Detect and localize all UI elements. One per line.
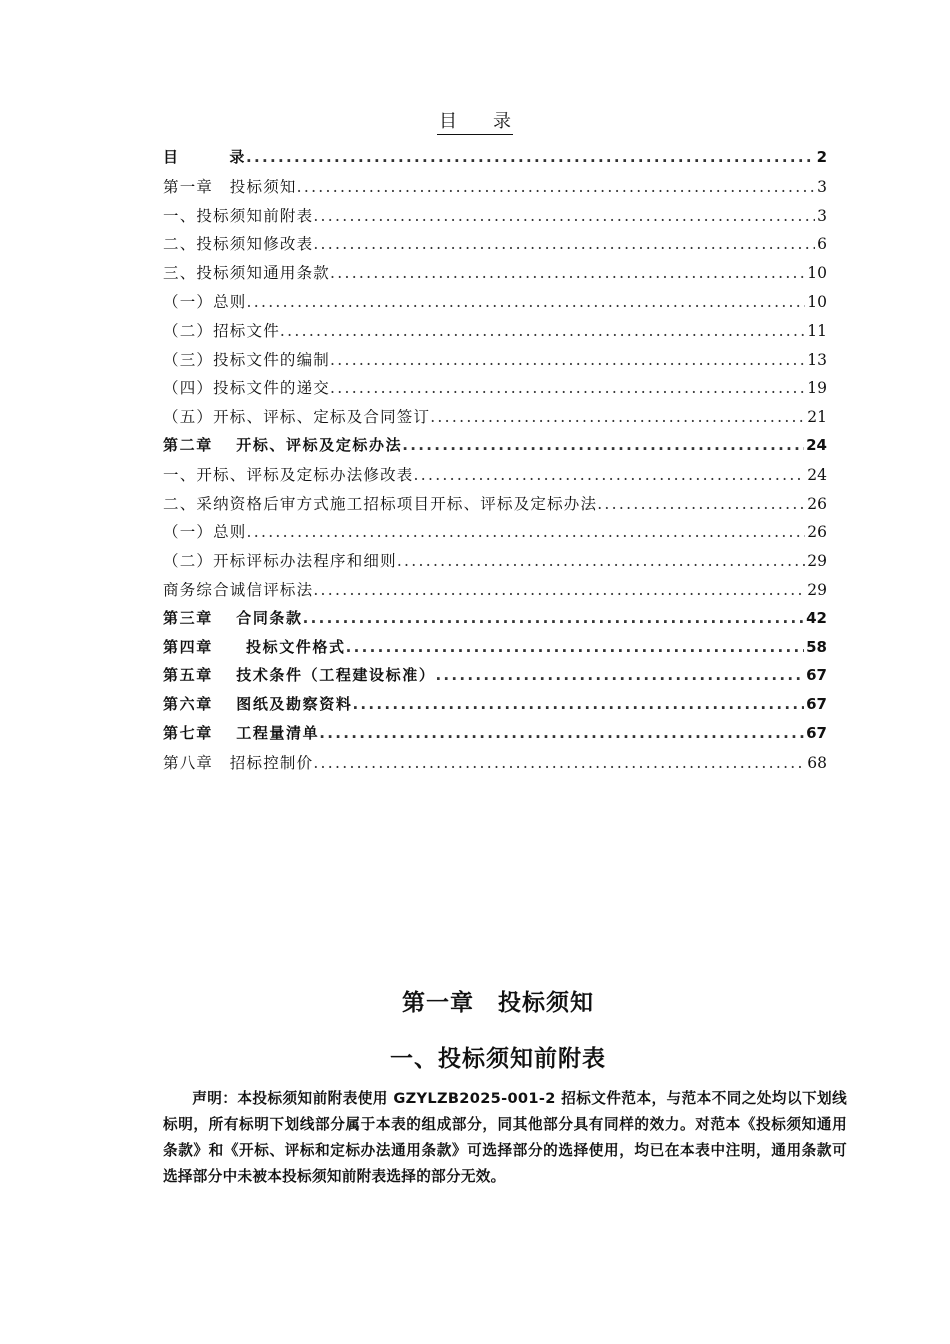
toc-entry-page: 10 (807, 264, 827, 283)
toc-entry-title: 第二章 开标、评标及定标办法 (163, 435, 403, 454)
toc-heading-text: 目 录 (437, 111, 513, 135)
toc-entry[interactable] (163, 492, 827, 521)
toc-entry[interactable] (163, 463, 827, 492)
toc-entry-title: 第六章 图纸及勘察资料 (163, 695, 353, 714)
toc-entry[interactable] (163, 434, 827, 463)
table-of-contents (163, 146, 827, 780)
toc-entry-title: 目 录 (163, 148, 247, 166)
toc-entry-page: 19 (807, 379, 827, 398)
toc-entry[interactable] (163, 146, 827, 175)
toc-entry-title: 二、投标须知修改表 (163, 235, 314, 254)
toc-entry-page: 68 (807, 753, 827, 772)
toc-entry-page: 24 (807, 465, 827, 484)
toc-entry-title: 第七章 工程量清单 (163, 723, 320, 742)
toc-entry-page: 26 (807, 523, 827, 542)
toc-entry-title: （一）总则 (163, 523, 247, 542)
toc-dot-leader (247, 523, 806, 541)
toc-entry-title: （二）开标评标办法程序和细则 (163, 552, 397, 571)
toc-entry-page: 29 (807, 552, 827, 571)
toc-dot-leader (313, 207, 815, 225)
toc-dot-leader (346, 638, 805, 656)
toc-dot-leader (280, 322, 805, 340)
toc-entry-page: 26 (807, 494, 827, 513)
toc-entry-title: 第五章 技术条件（工程建设标准） (163, 666, 436, 685)
toc-entry[interactable] (163, 376, 827, 405)
toc-entry-page: 67 (806, 695, 827, 714)
toc-dot-leader (597, 495, 805, 513)
toc-entry[interactable] (163, 405, 827, 434)
toc-entry[interactable] (163, 607, 827, 636)
toc-entry-title: 第一章 投标须知 (163, 177, 297, 196)
statement-paragraph: 声明：本投标须知前附表使用 GZYLZB2025-001-2 招标文件范本，与范本不同之处均以下划线标明，所有标明下划线部分属于本表的组成部分，同其他部分具有同样的效力。对范本《投标须知通用条款》和《开标、评标和定标办法通用条款》可选择部分的选择使用，均已在本表中注明，通用条款可选择部分中未被本投标须知前附表选择的部分无效。 (163, 1090, 847, 1185)
toc-dot-leader (247, 293, 806, 311)
toc-entry-page: 67 (806, 723, 827, 742)
toc-entry-page: 67 (806, 666, 827, 685)
toc-dot-leader (313, 235, 815, 253)
toc-entry-page: 13 (807, 350, 827, 369)
toc-dot-leader (402, 436, 804, 454)
toc-dot-leader (397, 552, 805, 570)
toc-entry[interactable] (163, 204, 827, 233)
toc-dot-leader (313, 754, 805, 772)
toc-entry-page: 3 (817, 206, 827, 225)
toc-dot-leader (330, 351, 805, 369)
toc-dot-leader (430, 408, 805, 426)
toc-dot-leader (319, 724, 804, 742)
toc-entry[interactable] (163, 722, 827, 751)
toc-entry-page: 42 (806, 608, 827, 627)
toc-entry-title: 一、开标、评标及定标办法修改表 (163, 465, 414, 484)
chapter-title: 第一章 投标须知 (402, 990, 594, 1016)
toc-entry-title: （二）招标文件 (163, 321, 280, 340)
toc-entry-title: 商务综合诚信评标法 (163, 580, 314, 599)
toc-entry[interactable] (163, 520, 827, 549)
section-title: 一、投标须知前附表 (390, 1046, 606, 1072)
toc-entry[interactable] (163, 549, 827, 578)
toc-entry-page: 11 (807, 321, 827, 340)
toc-entry-title: （五）开标、评标、定标及合同签订 (163, 408, 431, 427)
toc-heading (0, 111, 950, 135)
toc-entry-title: 三、投标须知通用条款 (163, 264, 331, 283)
toc-entry-page: 3 (817, 177, 827, 196)
toc-entry-title: 第八章 招标控制价 (163, 753, 314, 772)
toc-dot-leader (313, 581, 805, 599)
toc-entry-page: 58 (806, 637, 827, 656)
toc-entry-title: 第三章 合同条款 (163, 608, 303, 627)
toc-entry-title: （四）投标文件的递交 (163, 379, 331, 398)
toc-entry[interactable] (163, 578, 827, 607)
toc-dot-leader (414, 466, 806, 484)
toc-dot-leader (297, 178, 816, 196)
toc-entry[interactable] (163, 751, 827, 780)
toc-entry-title: 第四章 投标文件格式 (163, 637, 346, 656)
toc-entry[interactable] (163, 232, 827, 261)
toc-entry-title: 一、投标须知前附表 (163, 206, 314, 225)
toc-entry-page: 24 (806, 435, 827, 454)
toc-entry[interactable] (163, 319, 827, 348)
toc-dot-leader (330, 379, 805, 397)
toc-entry-title: （一）总则 (163, 292, 247, 311)
toc-entry-page: 2 (816, 148, 827, 166)
toc-dot-leader (330, 264, 805, 282)
toc-dot-leader (435, 666, 804, 684)
toc-entry[interactable] (163, 175, 827, 204)
toc-entry[interactable] (163, 290, 827, 319)
toc-entry-title: 二、采纳资格后审方式施工招标项目开标、评标及定标办法 (163, 494, 598, 513)
toc-entry-page: 6 (817, 235, 827, 254)
toc-entry[interactable] (163, 348, 827, 377)
toc-dot-leader (352, 695, 804, 713)
toc-entry-page: 10 (807, 292, 827, 311)
toc-entry-page: 21 (807, 408, 827, 427)
toc-dot-leader (303, 609, 805, 627)
toc-entry[interactable] (163, 636, 827, 665)
toc-entry[interactable] (163, 664, 827, 693)
toc-entry-title: （三）投标文件的编制 (163, 350, 331, 369)
toc-entry-page: 29 (807, 580, 827, 599)
toc-entry[interactable] (163, 261, 827, 290)
toc-entry[interactable] (163, 693, 827, 722)
toc-dot-leader (246, 148, 815, 166)
